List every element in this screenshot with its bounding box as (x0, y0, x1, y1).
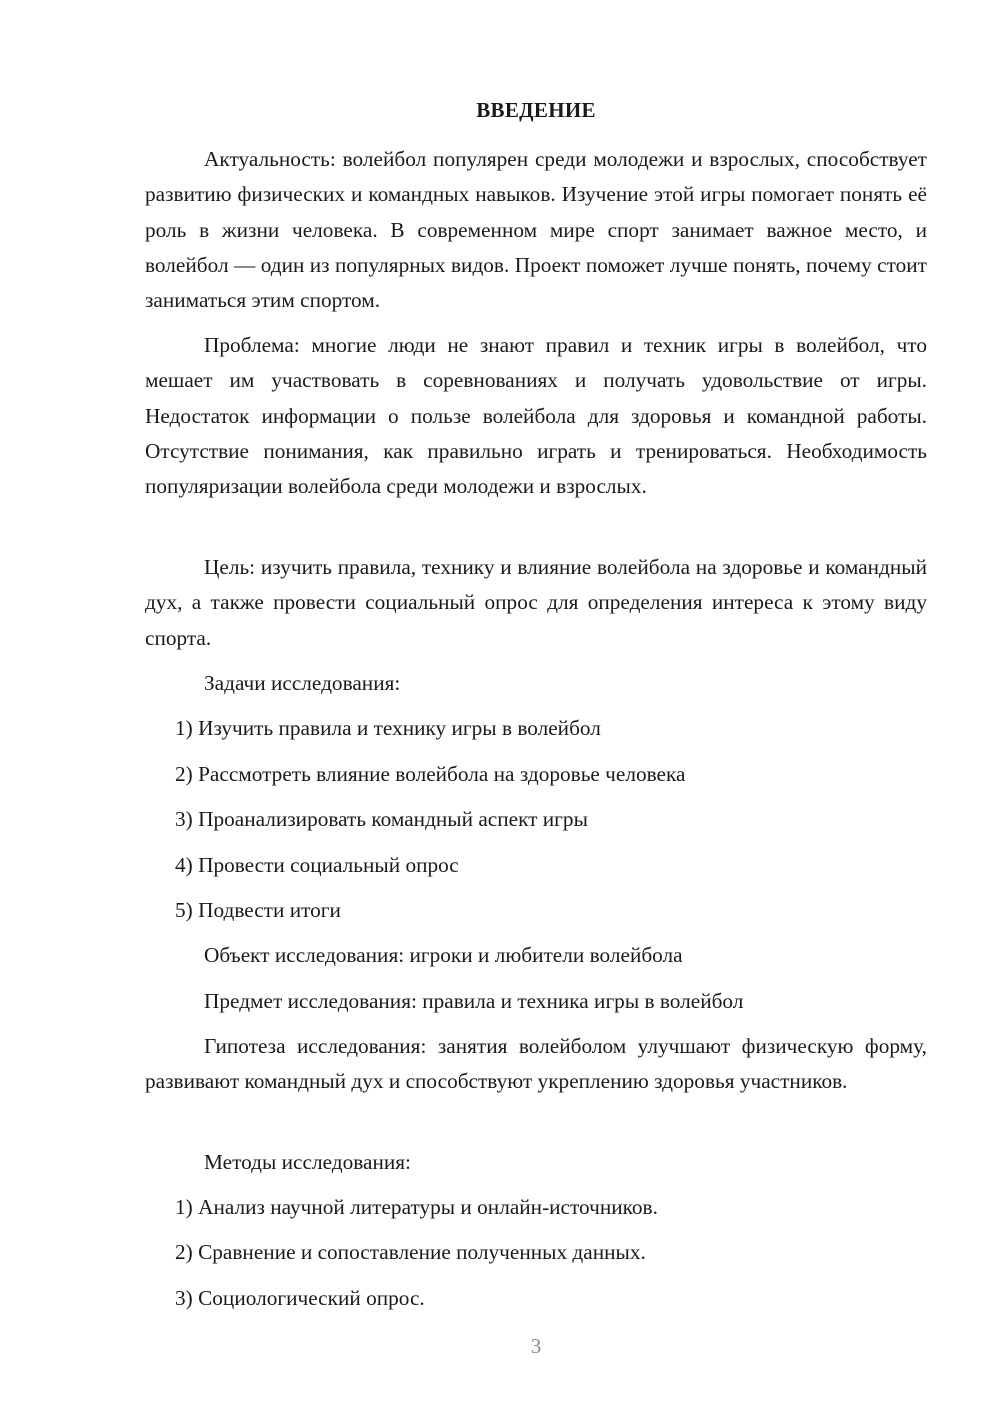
task-item: 3) Проанализировать командный аспект игры (175, 807, 588, 831)
method-item: 3) Социологический опрос. (175, 1286, 425, 1310)
relevance-paragraph: Актуальность: волейбол популярен среди молодежи и взрослых, способствует развитию физических и командных навыков. Изучение этой игры помогает понять её роль в жизни человека. В современном мире спорт занимает важное место, и волейбол — один из популярных видов. Проект поможет лучше понять, почему стоит заниматься этим спортом. (145, 147, 927, 313)
task-item: 1) Изучить правила и технику игры в волейбол (175, 716, 601, 740)
problem-paragraph: Проблема: многие люди не знают правил и техник игры в волейбол, что мешает им участвовать в соревнованиях и получать удовольствие от игры. Недостаток информации о пользе волейбола для здоровья и командной работы. Отсутствие понимания, как правильно играть и тренироваться. Необходимость популяризации волейбола среди молодежи и взрослых. (145, 333, 927, 499)
hypothesis-paragraph: Гипотеза исследования: занятия волейболом улучшают физическую форму, развивают командный дух и способствуют укреплению здоровья участников. (145, 1034, 927, 1094)
page-number: 3 (530, 1334, 542, 1358)
section-title: ВВЕДЕНИЕ (476, 98, 596, 122)
tasks-heading: Задачи исследования: (204, 671, 401, 695)
goal-paragraph: Цель: изучить правила, технику и влияние волейбола на здоровье и командный дух, а также провести социальный опрос для определения интереса к этому виду спорта. (145, 555, 927, 650)
research-subject: Предмет исследования: правила и техника игры в волейбол (204, 989, 744, 1013)
method-item: 1) Анализ научной литературы и онлайн-источников. (175, 1195, 658, 1219)
task-item: 4) Провести социальный опрос (175, 853, 459, 877)
methods-heading: Методы исследования: (204, 1150, 411, 1174)
method-item: 2) Сравнение и сопоставление полученных данных. (175, 1240, 646, 1264)
task-item: 2) Рассмотреть влияние волейбола на здоровье человека (175, 762, 686, 786)
research-object: Объект исследования: игроки и любители волейбола (204, 943, 683, 967)
task-item: 5) Подвести итоги (175, 898, 341, 922)
